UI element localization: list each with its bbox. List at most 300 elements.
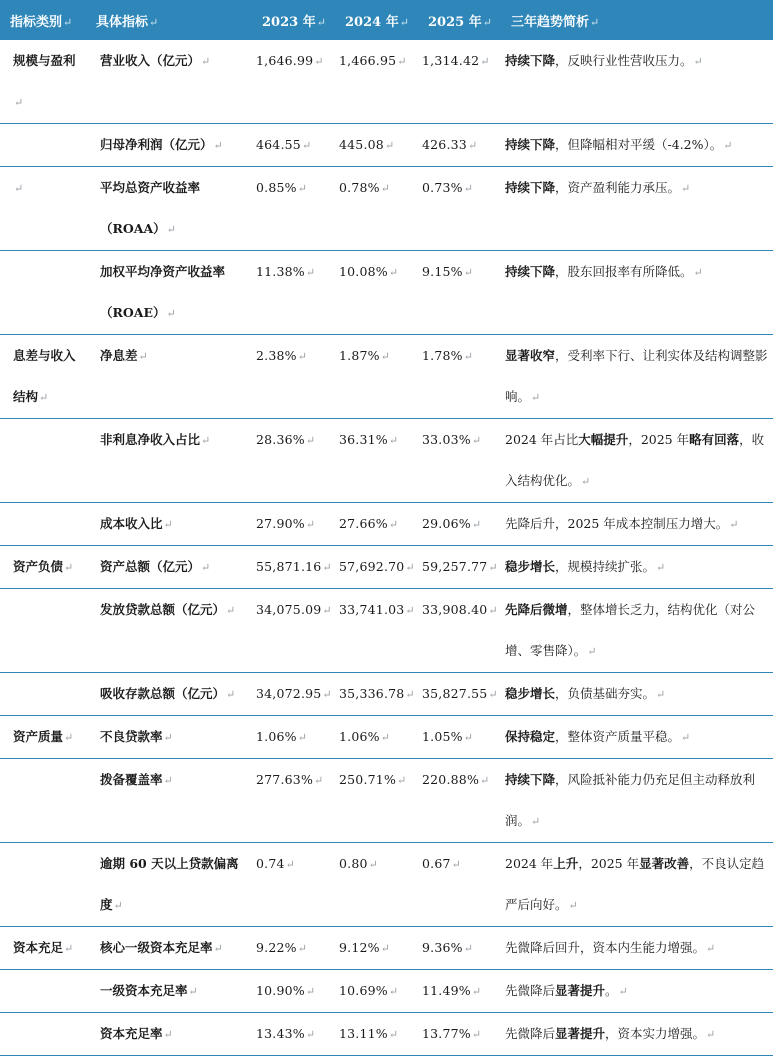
value-2024: 33,741.03 — [339, 602, 405, 617]
value-cell-2023 — [252, 251, 335, 335]
analysis-cell — [501, 927, 773, 970]
indicator-name: 吸收存款总额（亿元） — [100, 686, 226, 701]
paragraph-mark: ↵ — [463, 731, 474, 744]
indicator-name: 逾期 60 天以上贷款偏离度 — [100, 856, 239, 912]
value-cell-2023 — [252, 843, 335, 927]
value-cell-2023 — [252, 40, 335, 124]
value-2023: 34,075.09 — [256, 602, 322, 617]
indicator-name: 资本充足率 — [100, 1026, 163, 1041]
analysis-text: 先微降后 — [505, 983, 556, 998]
indicator-name: 加权平均净资产收益率（ROAE） — [100, 264, 226, 320]
category-cell — [0, 927, 86, 970]
paragraph-mark: ↵ — [368, 858, 379, 871]
value-cell-2023 — [252, 167, 335, 251]
value-2024: 1.06% — [339, 729, 380, 744]
header-2023: 2023 年↵ — [252, 0, 335, 40]
analysis-text: 。 — [605, 983, 618, 998]
analysis-emphasis: 持续下降 — [505, 772, 556, 787]
value-2025: 33,908.40 — [422, 602, 488, 617]
value-2025: 33.03% — [422, 432, 471, 447]
paragraph-mark: ↵ — [301, 139, 312, 152]
category-label: 息差与收入结构 — [13, 348, 76, 404]
value-cell-2025 — [418, 335, 501, 419]
category-cell — [0, 546, 86, 589]
paragraph-mark: ↵ — [388, 266, 399, 279]
paragraph-mark: ↵ — [314, 55, 324, 68]
paragraph-mark: ↵ — [681, 731, 691, 744]
value-2025: 1.78% — [422, 348, 463, 363]
category-label: 资产负债 — [13, 559, 64, 574]
value-cell-2025 — [418, 589, 501, 673]
category-cell — [0, 716, 86, 759]
analysis-text: ，股东回报率有所降低。 — [555, 264, 693, 279]
indicator-name: 营业收入（亿元） — [100, 53, 201, 68]
paragraph-mark: ↵ — [568, 899, 578, 912]
value-cell-2025 — [418, 843, 501, 927]
analysis-text: ，负债基础夯实。 — [555, 686, 656, 701]
paragraph-mark: ↵ — [397, 55, 407, 68]
indicator-name: 核心一级资本充足率 — [100, 940, 213, 955]
table-row — [0, 167, 773, 251]
value-cell-2024 — [335, 546, 418, 589]
header-analysis: 三年趋势简析↵ — [501, 0, 773, 40]
paragraph-mark: ↵ — [305, 985, 316, 998]
analysis-text: ，2025 年 — [628, 432, 690, 447]
paragraph-mark: ↵ — [471, 1028, 482, 1041]
paragraph-mark: ↵ — [64, 731, 74, 744]
value-cell-2025 — [418, 927, 501, 970]
indicator-name-cell — [86, 419, 252, 503]
analysis-text: ，整体增长乏力，结构优化（对公增、零售降）。 — [505, 602, 756, 658]
indicator-name-cell — [86, 927, 252, 970]
indicator-name-cell — [86, 1013, 252, 1056]
value-2025: 220.88% — [422, 772, 480, 787]
indicator-name-cell — [86, 759, 252, 843]
paragraph-mark: ↵ — [39, 391, 49, 404]
analysis-cell — [501, 1013, 773, 1056]
table-row — [0, 124, 773, 167]
paragraph-mark: ↵ — [163, 774, 173, 787]
indicator-name: 平均总资产收益率（ROAA） — [100, 180, 201, 236]
paragraph-mark: ↵ — [405, 561, 415, 574]
analysis-text: ，受利率下行、让利实体及结构调整影响。 — [505, 348, 768, 404]
paragraph-mark: ↵ — [322, 561, 332, 574]
table-row — [0, 843, 773, 927]
value-cell-2024 — [335, 716, 418, 759]
paragraph-mark: ↵ — [226, 688, 236, 701]
paragraph-mark: ↵ — [587, 645, 597, 658]
indicator-name-cell — [86, 589, 252, 673]
analysis-text: ，资本实力增强。 — [605, 1026, 706, 1041]
value-2024: 10.08% — [339, 264, 388, 279]
indicator-name-cell — [86, 40, 252, 124]
table-row — [0, 40, 773, 124]
category-label: 资产质量 — [13, 729, 64, 744]
value-cell-2025 — [418, 251, 501, 335]
value-cell-2023 — [252, 546, 335, 589]
paragraph-mark: ↵ — [405, 688, 415, 701]
category-cell — [0, 335, 86, 419]
value-2025: 59,257.77 — [422, 559, 488, 574]
analysis-emphasis: 大幅提升 — [578, 432, 629, 447]
paragraph-mark: ↵ — [14, 96, 24, 109]
indicator-name-cell — [86, 843, 252, 927]
paragraph-mark: ↵ — [305, 518, 316, 531]
paragraph-mark: ↵ — [201, 434, 211, 447]
analysis-cell — [501, 589, 773, 673]
value-cell-2025 — [418, 167, 501, 251]
value-2023: 2.38% — [256, 348, 297, 363]
analysis-emphasis: 显著收窄 — [505, 348, 556, 363]
paragraph-mark: ↵ — [488, 561, 498, 574]
analysis-emphasis: 保持稳定 — [505, 729, 556, 744]
analysis-cell — [501, 124, 773, 167]
paragraph-mark: ↵ — [166, 307, 176, 320]
analysis-emphasis: 持续下降 — [505, 137, 556, 152]
paragraph-mark: ↵ — [388, 518, 399, 531]
value-2024: 9.12% — [339, 940, 380, 955]
value-cell-2024 — [335, 970, 418, 1013]
paragraph-mark: ↵ — [693, 266, 703, 279]
value-cell-2024 — [335, 419, 418, 503]
paragraph-mark: ↵ — [384, 139, 395, 152]
indicator-name-cell — [86, 251, 252, 335]
value-2023: 9.22% — [256, 940, 297, 955]
paragraph-mark: ↵ — [213, 139, 223, 152]
paragraph-mark: ↵ — [729, 518, 739, 531]
value-cell-2024 — [335, 335, 418, 419]
value-2024: 250.71% — [339, 772, 397, 787]
value-2024: 35,336.78 — [339, 686, 405, 701]
value-cell-2024 — [335, 673, 418, 716]
analysis-emphasis: 先降后微增 — [505, 602, 568, 617]
value-cell-2025 — [418, 124, 501, 167]
analysis-cell — [501, 546, 773, 589]
paragraph-mark: ↵ — [64, 561, 74, 574]
table-row — [0, 927, 773, 970]
paragraph-mark: ↵ — [305, 434, 316, 447]
paragraph-mark: ↵ — [166, 223, 176, 236]
paragraph-mark: ↵ — [656, 688, 666, 701]
value-cell-2024 — [335, 759, 418, 843]
analysis-emphasis: 持续下降 — [505, 53, 556, 68]
category-cell — [0, 970, 86, 1013]
analysis-text: ，但降幅相对平缓（-4.2%）。 — [555, 137, 723, 152]
value-2023: 27.90% — [256, 516, 305, 531]
analysis-emphasis: 上升 — [553, 856, 579, 871]
table-row — [0, 759, 773, 843]
value-2025: 0.67 — [422, 856, 451, 871]
paragraph-mark: ↵ — [471, 434, 482, 447]
paragraph-mark: ↵ — [531, 391, 541, 404]
value-2025: 11.49% — [422, 983, 471, 998]
category-cell — [0, 843, 86, 927]
table-body — [0, 40, 773, 1056]
analysis-cell — [501, 843, 773, 927]
analysis-emphasis: 稳步增长 — [505, 559, 556, 574]
analysis-emphasis: 稳步增长 — [505, 686, 556, 701]
value-cell-2024 — [335, 167, 418, 251]
analysis-text: ，收入结构优化。 — [505, 432, 765, 488]
table-row — [0, 673, 773, 716]
indicator-name-cell — [86, 335, 252, 419]
analysis-cell — [501, 503, 773, 546]
paragraph-mark: ↵ — [467, 139, 478, 152]
paragraph-mark: ↵ — [285, 858, 296, 871]
value-cell-2025 — [418, 419, 501, 503]
category-cell — [0, 503, 86, 546]
paragraph-mark: ↵ — [213, 942, 223, 955]
analysis-cell — [501, 759, 773, 843]
table-header-row — [0, 0, 773, 40]
header-2025: 2025 年↵ — [418, 0, 501, 40]
table-row — [0, 251, 773, 335]
table-row — [0, 1013, 773, 1056]
value-2023: 11.38% — [256, 264, 305, 279]
analysis-emphasis: 持续下降 — [505, 264, 556, 279]
category-cell — [0, 167, 86, 251]
category-cell — [0, 251, 86, 335]
value-2023: 13.43% — [256, 1026, 305, 1041]
indicator-name: 非利息净收入占比 — [100, 432, 201, 447]
indicator-name-cell — [86, 970, 252, 1013]
value-2024: 0.78% — [339, 180, 380, 195]
paragraph-mark: ↵ — [388, 1028, 399, 1041]
paragraph-mark: ↵ — [388, 985, 399, 998]
value-2025: 13.77% — [422, 1026, 471, 1041]
table-row — [0, 546, 773, 589]
analysis-cell — [501, 167, 773, 251]
paragraph-mark: ↵ — [706, 1028, 716, 1041]
analysis-text: ，2025 年 — [578, 856, 640, 871]
indicator-name-cell — [86, 673, 252, 716]
paragraph-mark: ↵ — [113, 899, 123, 912]
analysis-cell — [501, 970, 773, 1013]
paragraph-mark: ↵ — [480, 55, 490, 68]
paragraph-mark: ↵ — [297, 182, 308, 195]
category-cell — [0, 1013, 86, 1056]
value-cell-2024 — [335, 927, 418, 970]
value-cell-2025 — [418, 970, 501, 1013]
paragraph-mark: ↵ — [188, 985, 198, 998]
analysis-text: ，资产盈利能力承压。 — [555, 180, 681, 195]
value-2025: 35,827.55 — [422, 686, 488, 701]
paragraph-mark: ↵ — [380, 350, 391, 363]
category-cell — [0, 40, 86, 124]
value-2024: 1,466.95 — [339, 53, 397, 68]
analysis-cell — [501, 40, 773, 124]
header-2024: 2024 年↵ — [335, 0, 418, 40]
analysis-emphasis: 显著提升 — [555, 1026, 606, 1041]
value-2023: 277.63% — [256, 772, 314, 787]
analysis-text: ，风险抵补能力仍充足但主动释放利润。 — [505, 772, 756, 828]
paragraph-mark: ↵ — [138, 350, 148, 363]
paragraph-mark: ↵ — [693, 55, 703, 68]
header-indicator: 具体指标↵ — [86, 0, 252, 40]
analysis-text: 2024 年占比 — [505, 432, 579, 447]
value-2025: 1,314.42 — [422, 53, 480, 68]
paragraph-mark: ↵ — [488, 604, 498, 617]
value-2023: 464.55 — [256, 137, 301, 152]
value-cell-2023 — [252, 673, 335, 716]
paragraph-mark: ↵ — [463, 182, 474, 195]
paragraph-mark: ↵ — [226, 604, 236, 617]
table-row — [0, 335, 773, 419]
value-2025: 426.33 — [422, 137, 467, 152]
paragraph-mark: ↵ — [397, 774, 407, 787]
paragraph-mark: ↵ — [163, 1028, 173, 1041]
value-cell-2024 — [335, 843, 418, 927]
value-cell-2025 — [418, 759, 501, 843]
value-cell-2024 — [335, 589, 418, 673]
header-category: 指标类别↵ — [0, 0, 86, 40]
value-cell-2023 — [252, 419, 335, 503]
paragraph-mark: ↵ — [163, 731, 173, 744]
analysis-text: ，不良认定趋严后向好。 — [505, 856, 765, 912]
value-2025: 1.05% — [422, 729, 463, 744]
value-2023: 34,072.95 — [256, 686, 322, 701]
value-2023: 0.85% — [256, 180, 297, 195]
indicator-name: 发放贷款总额（亿元） — [100, 602, 226, 617]
indicator-name: 归母净利润（亿元） — [100, 137, 213, 152]
table-row — [0, 589, 773, 673]
indicator-name: 净息差 — [100, 348, 138, 363]
paragraph-mark: ↵ — [297, 350, 308, 363]
value-cell-2024 — [335, 124, 418, 167]
value-cell-2025 — [418, 716, 501, 759]
value-2024: 0.80 — [339, 856, 368, 871]
value-2023: 55,871.16 — [256, 559, 322, 574]
paragraph-mark: ↵ — [201, 55, 211, 68]
category-cell — [0, 759, 86, 843]
value-cell-2023 — [252, 503, 335, 546]
indicator-name-cell — [86, 124, 252, 167]
paragraph-mark: ↵ — [163, 518, 173, 531]
paragraph-mark: ↵ — [322, 604, 332, 617]
paragraph-mark: ↵ — [380, 942, 391, 955]
value-2025: 9.36% — [422, 940, 463, 955]
paragraph-mark: ↵ — [451, 858, 462, 871]
value-cell-2023 — [252, 970, 335, 1013]
value-cell-2025 — [418, 40, 501, 124]
value-cell-2023 — [252, 759, 335, 843]
paragraph-mark: ↵ — [322, 688, 332, 701]
paragraph-mark: ↵ — [297, 731, 308, 744]
analysis-emphasis: 显著改善 — [639, 856, 690, 871]
indicator-name: 资产总额（亿元） — [100, 559, 201, 574]
value-2023: 10.90% — [256, 983, 305, 998]
value-2024: 13.11% — [339, 1026, 388, 1041]
paragraph-mark: ↵ — [380, 182, 391, 195]
value-2024: 36.31% — [339, 432, 388, 447]
paragraph-mark: ↵ — [405, 604, 415, 617]
analysis-cell — [501, 251, 773, 335]
indicator-name: 不良贷款率 — [100, 729, 163, 744]
paragraph-mark: ↵ — [656, 561, 666, 574]
paragraph-mark: ↵ — [201, 561, 211, 574]
indicator-name-cell — [86, 716, 252, 759]
value-cell-2023 — [252, 589, 335, 673]
category-label: 规模与盈利 — [13, 53, 76, 68]
analysis-text: 先微降后回升，资本内生能力增强。 — [505, 940, 706, 955]
analysis-text: 先降后升，2025 年成本控制压力增大。 — [505, 516, 729, 531]
paragraph-mark: ↵ — [64, 942, 74, 955]
value-cell-2025 — [418, 1013, 501, 1056]
paragraph-mark: ↵ — [480, 774, 490, 787]
analysis-cell — [501, 716, 773, 759]
category-label: 资本充足 — [13, 940, 64, 955]
table-row — [0, 503, 773, 546]
value-2025: 29.06% — [422, 516, 471, 531]
analysis-cell — [501, 335, 773, 419]
category-cell — [0, 419, 86, 503]
analysis-emphasis: 显著提升 — [555, 983, 606, 998]
value-cell-2023 — [252, 716, 335, 759]
value-cell-2024 — [335, 251, 418, 335]
value-cell-2025 — [418, 546, 501, 589]
value-2025: 0.73% — [422, 180, 463, 195]
value-cell-2024 — [335, 40, 418, 124]
value-cell-2023 — [252, 927, 335, 970]
table-row — [0, 419, 773, 503]
paragraph-mark: ↵ — [14, 182, 24, 195]
value-2024: 27.66% — [339, 516, 388, 531]
paragraph-mark: ↵ — [706, 942, 716, 955]
analysis-cell — [501, 419, 773, 503]
value-2023: 1,646.99 — [256, 53, 314, 68]
value-cell-2023 — [252, 1013, 335, 1056]
value-2025: 9.15% — [422, 264, 463, 279]
analysis-cell — [501, 673, 773, 716]
paragraph-mark: ↵ — [314, 774, 324, 787]
analysis-text: 先微降后 — [505, 1026, 556, 1041]
paragraph-mark: ↵ — [471, 518, 482, 531]
analysis-emphasis: 持续下降 — [505, 180, 556, 195]
paragraph-mark: ↵ — [388, 434, 399, 447]
paragraph-mark: ↵ — [618, 985, 628, 998]
value-2024: 1.87% — [339, 348, 380, 363]
paragraph-mark: ↵ — [488, 688, 498, 701]
indicator-name: 成本收入比 — [100, 516, 163, 531]
paragraph-mark: ↵ — [723, 139, 733, 152]
paragraph-mark: ↵ — [681, 182, 691, 195]
value-cell-2023 — [252, 124, 335, 167]
category-cell — [0, 673, 86, 716]
table-row — [0, 970, 773, 1013]
analysis-emphasis: 略有回落 — [689, 432, 740, 447]
paragraph-mark: ↵ — [463, 350, 474, 363]
value-cell-2023 — [252, 335, 335, 419]
indicator-name-cell — [86, 503, 252, 546]
value-2023: 1.06% — [256, 729, 297, 744]
paragraph-mark: ↵ — [305, 1028, 316, 1041]
category-cell — [0, 589, 86, 673]
analysis-text: ，反映行业性营收压力。 — [555, 53, 693, 68]
value-2023: 0.74 — [256, 856, 285, 871]
paragraph-mark: ↵ — [463, 942, 474, 955]
table-row — [0, 716, 773, 759]
paragraph-mark: ↵ — [581, 475, 591, 488]
indicator-name-cell — [86, 167, 252, 251]
paragraph-mark: ↵ — [297, 942, 308, 955]
indicator-name: 拨备覆盖率 — [100, 772, 163, 787]
value-cell-2024 — [335, 503, 418, 546]
analysis-text: 2024 年 — [505, 856, 554, 871]
paragraph-mark: ↵ — [380, 731, 391, 744]
analysis-text: ，整体资产质量平稳。 — [555, 729, 681, 744]
paragraph-mark: ↵ — [463, 266, 474, 279]
value-cell-2024 — [335, 1013, 418, 1056]
